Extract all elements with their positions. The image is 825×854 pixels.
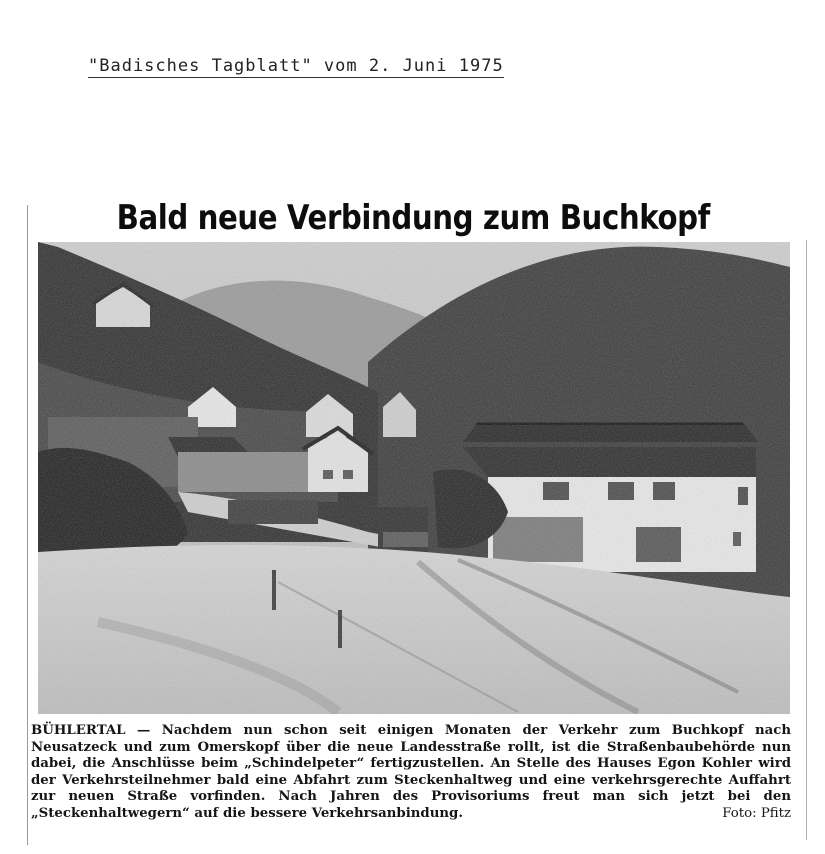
clipping-source-note: "Badisches Tagblatt" vom 2. Juni 1975 — [88, 56, 504, 76]
clipping-edge-right — [806, 240, 807, 840]
headline: Bald neue Verbindung zum Buchkopf — [116, 198, 710, 238]
newspaper-photo — [38, 242, 790, 714]
article-text — [31, 723, 791, 823]
clipping-edge-left — [27, 205, 28, 845]
photo-credit: Foto: Pfitz — [722, 805, 791, 821]
article-dateline: BÜHLERTAL — [31, 723, 126, 738]
article-body: — Nachdem nun schon seit einigen Monaten der Verkehr zum Buchkopf nach Neusatzeck und zum Omerskopf über die neue Landesstraße rollt, ist die Straßenbaubehörde nun dabei, die Anschlüsse beim „Schindelpeter“ fertigzustellen. An Stelle des Hauses Egon Kohler wird der Verkehrsteilnehmer bald eine Abfahrt zum Steckenhaltweg und eine verkehrsgerechte Auffahrt zur neuen Straße vorfinden. Nach Jahren des Provisoriums freut man sich jetzt bei den „Steckenhaltwegern“ auf die bessere Verkehrsanbindung. — [31, 723, 791, 821]
